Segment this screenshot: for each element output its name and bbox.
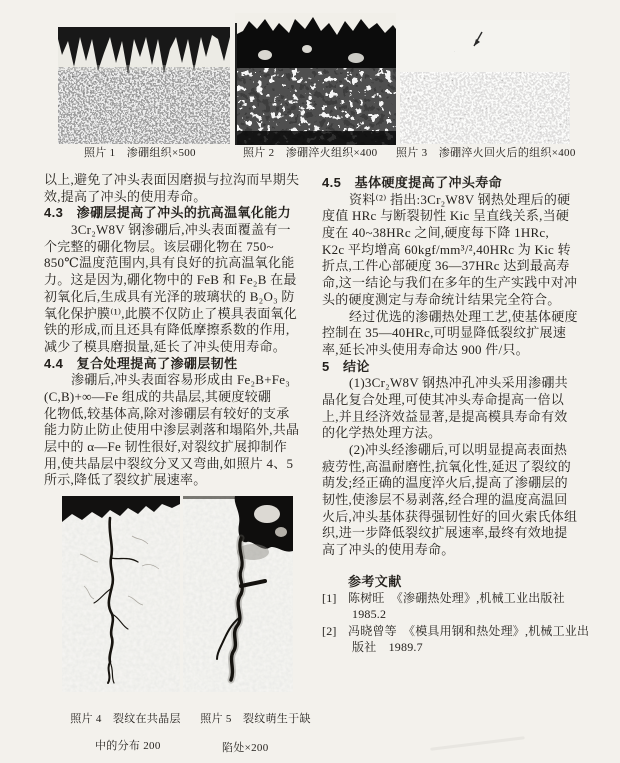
text-line: 以上,避免了冲头表面因磨损与拉沟而早期失: [44, 172, 300, 187]
text-line: 层中的 α—Fe 韧性很好,对裂纹扩展抑制作: [44, 439, 288, 454]
left-text-column: [44, 172, 312, 489]
reference-text-cont: 1985.2: [352, 607, 387, 622]
right-text-column: [322, 175, 600, 655]
text-line: 经过优选的渗硼热处理工艺,使基体硬度: [349, 308, 578, 324]
section-heading-4-4: 4.4 复合处理提高了渗硼层韧性: [44, 355, 238, 371]
text-line: 所示,降低了裂纹扩展速率。: [44, 472, 207, 488]
text-line: (2)冲头经渗硼后,可以明显提高表面热: [349, 442, 568, 457]
text-line: (C,B)+∞—Fe 组成的共晶层,其硬度较硼: [44, 388, 272, 404]
micrograph-photo4: [62, 496, 180, 692]
section-heading-5: 5 结论: [322, 358, 370, 374]
photo4-caption: [58, 699, 198, 763]
text-line: 火后,冲头基体获得强韧性好的回火索氏体组: [322, 508, 578, 524]
text-line: 控制在 35—40HRc,可明显降低裂纹扩展速: [322, 325, 567, 341]
section-heading-4-3: 4.3 渗硼层提高了冲头的抗高温氧化能力: [44, 205, 292, 221]
text-line: 850℃温度范围内,具有良好的抗高温氧化能: [44, 255, 295, 271]
text-line: 个完整的硼化物层。该层硼化物在 750~: [44, 238, 274, 254]
text-line: 高了冲头的使用寿命。: [322, 542, 455, 558]
micrograph-photo5: [183, 496, 293, 692]
text-line: 折点,工件心部硬度 36—37HRc 达到最高寿: [322, 258, 570, 274]
text-line: 晶化复合处理,可使其冲头寿命提高一倍以: [322, 391, 565, 407]
micrograph-photo1-image: [58, 27, 230, 144]
reference-text: 陈树旺 《渗硼热处理》,机械工业出版社: [348, 590, 565, 605]
photo4-caption-line1: 照片 4 裂纹在共晶层: [70, 712, 181, 725]
reference-text: 冯晓曾等 《模具用钢和热处理》,机械工业出: [348, 623, 590, 638]
photo2-caption: 照片 2 渗硼淬火组织×400: [243, 147, 378, 159]
micrograph-photo2: [235, 13, 396, 145]
reference-label: [1]: [322, 590, 337, 605]
text-line: 的化学热处理方法。: [322, 425, 442, 441]
scan-smudge: [430, 736, 525, 751]
reference-item: [322, 590, 600, 606]
text-line: 用,使共晶层中裂纹分叉又弯曲,如照片 4、5: [44, 455, 294, 471]
text-line: 命,这一结论与我们在多年的生产实践中对冲: [322, 275, 578, 291]
text-line: 3Cr₂W8V 钢渗硼后,冲头表面覆盖有一: [71, 222, 291, 238]
photo3-caption: 照片 3 渗硼淬火回火后的组织×400: [396, 147, 576, 159]
reference-label: [2]: [322, 623, 337, 638]
text-line: 度在 40~38HRc 之间,硬度每下降 1HRc,: [322, 225, 549, 241]
text-line: 率,延长冲头使用寿命达 900 件/只。: [322, 341, 529, 357]
photo1-caption: 照片 1 渗硼组织×500: [84, 147, 196, 159]
photo4-caption-line2: 中的分布 200: [95, 739, 161, 752]
text-line: 织,进一步降低裂纹扩展速率,最终有效地提: [322, 525, 568, 541]
micrograph-photo3-image: [400, 20, 570, 144]
text-line: (1)3Cr₂W8V 钢热冲孔冲头采用渗硼共: [349, 375, 568, 391]
micrograph-photo2-image: [235, 13, 396, 145]
micrograph-photo3: [400, 20, 570, 144]
micrograph-photo1: [58, 27, 230, 144]
text-line: 效,提高了冲头的使用寿命。: [44, 188, 207, 204]
references-title: 参考文献: [348, 573, 402, 589]
text-line: 化物低,较基体高,除对渗硼层有较好的支承: [44, 405, 290, 421]
text-line: 初氧化后,生成具有光泽的玻璃状的 B₂O₃ 防: [44, 288, 295, 304]
text-line: 头的硬度测定与寿命统计结果完全符合。: [322, 291, 561, 307]
text-line: 减少了模具磨损量,延长了冲头使用寿命。: [44, 338, 287, 354]
text-line: 韧性,使渗层不易剥落,经合理的温度高温回: [322, 492, 568, 508]
text-line: 能力防止防止使用中渗层剥落和塌陷外,共晶: [44, 422, 300, 438]
text-line: 萌发;经正确的温度淬火后,提高了渗硼层的: [322, 475, 568, 491]
references-section: [322, 573, 600, 656]
text-line: 铁的形成,而且还具有降低摩擦系数的作用,: [44, 322, 290, 338]
text-line: 资料⁽²⁾ 指出:3Cr₂W8V 钢热处理后的硬: [349, 191, 571, 207]
photo5-caption-line2: 陷处×200: [222, 741, 269, 754]
photo5-caption: [188, 699, 318, 763]
text-line: 力。这是因为,硼化物中的 FeB 和 Fe₂B 在最: [44, 272, 297, 288]
section-heading-4-5: 4.5 基体硬度提高了冲头寿命: [322, 175, 503, 190]
text-line: 渗硼后,冲头表面容易形成由 Fe₂B+Fe₃: [71, 372, 291, 388]
text-line: 氧化保护膜⁽¹⁾,此膜不仅防止了模具表面氧化: [44, 305, 298, 321]
text-line: 度值 HRc 与断裂韧性 Kic 呈直线关系,当硬: [322, 208, 570, 224]
photo5-caption-line1: 照片 5 裂纹萌生于缺: [200, 712, 311, 725]
text-line: 上,并且经济效益显著,是提高模具寿命有效: [322, 408, 568, 424]
reference-text-cont: 版社 1989.7: [352, 640, 423, 655]
text-line: 疲劳性,高温耐磨性,抗氧化性,延迟了裂纹的: [322, 458, 572, 474]
micrograph-photo5-image: [183, 496, 293, 692]
reference-item: [322, 623, 600, 639]
micrograph-photo4-image: [62, 496, 180, 692]
text-line: K2c 平均增高 60kgf/mm³/²,40HRc 为 Kic 转: [322, 241, 571, 257]
